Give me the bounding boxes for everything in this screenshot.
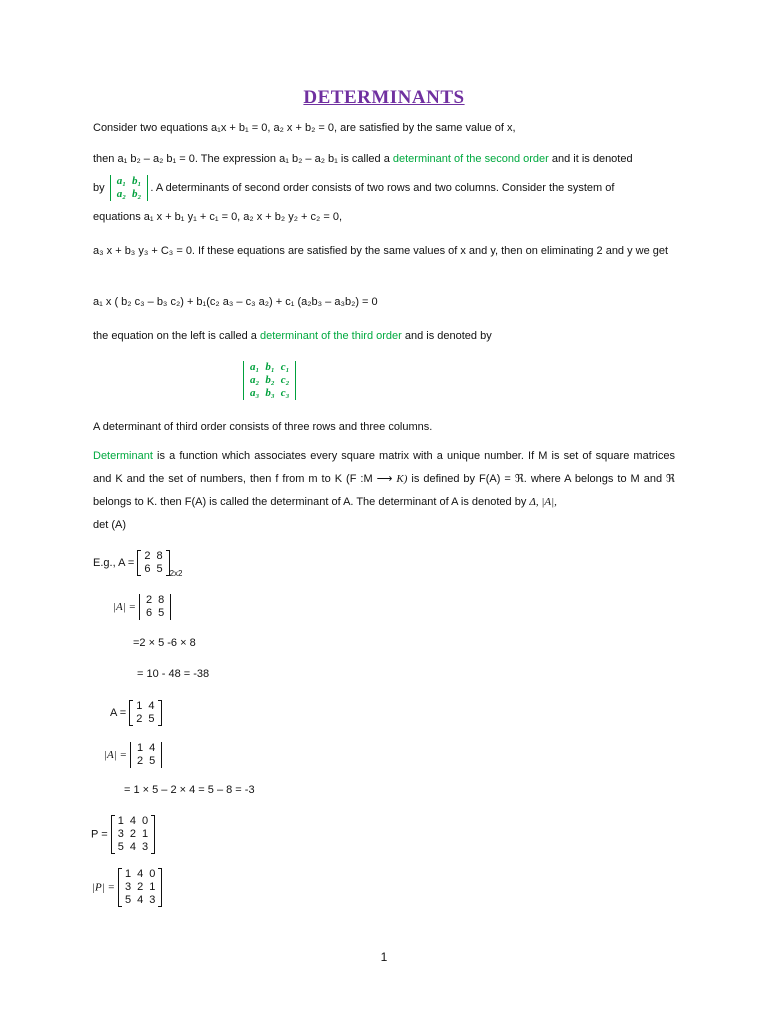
p2-equations: equations a₁ x + b₁ y₁ + c₁ = 0, a₂ x + b₂ y₂ + c₂ = 0, [93, 211, 343, 223]
det-a-text: det (A) [93, 519, 127, 531]
calc-step-2: = 10 - 48 = -38 [137, 668, 210, 680]
det-cell: 5 [125, 894, 132, 906]
det-cell: 2 [146, 594, 153, 606]
matrix-cell: 1 [117, 815, 124, 827]
det-a-matrix [139, 594, 171, 620]
det3-cell: b₁ [265, 361, 275, 373]
det3-cell: a₃ [250, 387, 260, 399]
det3-cell: c₃ [280, 387, 290, 399]
matrix-cell: 5 [117, 841, 124, 853]
det3-cell: a₂ [250, 374, 260, 386]
det2-cell: a₂ [116, 188, 127, 201]
p2-after: . A determinants of second order consists of two rows and two columns. Consider the system of [150, 182, 615, 194]
example-2 [110, 700, 162, 726]
p5-text: the equation on the left is called a [93, 330, 260, 342]
k-symbol: K) [396, 473, 408, 485]
definition-text-1: is a function which associates every square matrix with a unique number. If M is set of square matrices and K and the set of numbers, then f from m to K (F :M [93, 450, 675, 485]
paragraph-definition [93, 445, 675, 537]
expansion-equation: a₁ x ( b₂ c₃ – b₃ c₂) + b₁(c₂ a₃ – c₃ a₂) + c₁ (a₂b₃ – a₃b₂) = 0 [93, 296, 378, 308]
eg1-label: E.g., A = [93, 556, 135, 569]
det3-cell: b₃ [265, 387, 275, 399]
paragraph-second-order [93, 145, 675, 232]
matrix-cell: 2 [144, 550, 151, 562]
matrix-cell: 4 [129, 815, 136, 827]
matrix-a-2x2 [137, 550, 169, 576]
term-determinant: Determinant [93, 450, 153, 462]
calc-step-3: = 1 × 5 – 2 × 4 = 5 – 8 = -3 [124, 784, 255, 796]
det3-cell: c₂ [280, 374, 290, 386]
matrix-cell: 2 [136, 713, 143, 725]
matrix-cell: 4 [129, 841, 136, 853]
matrix-cell: 4 [148, 700, 155, 712]
matrix-cell: 3 [141, 841, 149, 853]
matrix-cell: 1 [136, 700, 143, 712]
p5-text-end: and is denoted by [401, 330, 492, 342]
term-second-order: determinant of the second order [392, 153, 549, 165]
det-a-label: |A| = [113, 600, 136, 613]
matrix-cell: 5 [148, 713, 155, 725]
det-cell: 1 [137, 742, 144, 754]
paragraph-third-order [93, 330, 492, 342]
matrix-cell: 5 [156, 563, 163, 575]
det-a-label-2: |A| = [104, 748, 127, 761]
det-cell: 0 [149, 868, 156, 880]
det-cell: 4 [137, 868, 144, 880]
det-p-matrix [118, 868, 162, 907]
det-cell: 2 [137, 755, 144, 767]
determinant-2x2 [110, 175, 149, 201]
matrix-cell: 3 [117, 828, 124, 840]
det-a-example-2 [104, 742, 162, 768]
p2-text-end: and it is denoted [548, 153, 633, 165]
term-third-order: determinant of the third order [259, 330, 402, 342]
eg2-label: A = [110, 706, 127, 719]
matrix-cell: 1 [141, 828, 149, 840]
det-p-example [92, 868, 162, 907]
third-order-note: A determinant of third order consists of three rows and three columns. [93, 421, 433, 433]
det-a-example-1 [113, 594, 171, 620]
matrix-size: 2x2 [169, 568, 183, 578]
det-symbols: Δ, |A|, [529, 496, 557, 508]
p2-text: then a₁ b₂ – a₂ b₁ = 0. The expression a₁ b₂ – a₂ b₁ is called a [93, 153, 393, 165]
p2-by: by [93, 182, 105, 194]
page-title: DETERMINANTS [303, 87, 465, 108]
det-cell: 5 [158, 607, 165, 619]
det-cell: 5 [149, 755, 156, 767]
arrow-icon: ⟶ [376, 473, 393, 485]
example-3 [91, 815, 155, 854]
det-p-label: |P| = [92, 881, 115, 894]
determinant-3x3 [243, 361, 296, 400]
matrix-p-3x3 [111, 815, 155, 854]
calc-step-1: =2 × 5 -6 × 8 [133, 637, 196, 649]
eg3-label: P = [91, 828, 108, 841]
example-1 [93, 550, 183, 578]
det-cell: 1 [125, 868, 132, 880]
det-cell: 3 [149, 894, 156, 906]
det3-cell: c₁ [280, 361, 290, 373]
page-number: 1 [380, 950, 388, 964]
det-cell: 2 [137, 881, 144, 893]
det2-cell: b₁ [132, 175, 142, 188]
det3-cell: b₂ [265, 374, 275, 386]
matrix-a-2 [129, 700, 161, 726]
matrix-cell: 6 [144, 563, 151, 575]
det-cell: 4 [149, 742, 156, 754]
matrix-cell: 0 [141, 815, 149, 827]
paragraph-third-eq: a₃ x + b₃ y₃ + C₃ = 0. If these equations are satisfied by the same values of x and y, then on eliminating 2 and y we get [93, 245, 669, 257]
matrix-cell: 2 [129, 828, 136, 840]
definition-text-2: is defined by F(A) = ℜ. where A belongs to M and ℜ belongs to K. then F(A) is called the determinant of A. The determinant of A is denoted by [93, 473, 676, 508]
det-cell: 3 [125, 881, 132, 893]
det-a-matrix-2 [130, 742, 162, 768]
det-cell: 6 [146, 607, 153, 619]
det2-cell: b₂ [132, 188, 142, 201]
det-cell: 8 [158, 594, 165, 606]
det-cell: 4 [137, 894, 144, 906]
det2-cell: a₁ [116, 175, 127, 188]
intro-line: Consider two equations a₁x + b₁ = 0, a₂ x + b₂ = 0, are satisfied by the same value of x, [93, 122, 516, 134]
matrix-cell: 8 [156, 550, 163, 562]
det-cell: 1 [149, 881, 156, 893]
det3-cell: a₁ [250, 361, 260, 373]
